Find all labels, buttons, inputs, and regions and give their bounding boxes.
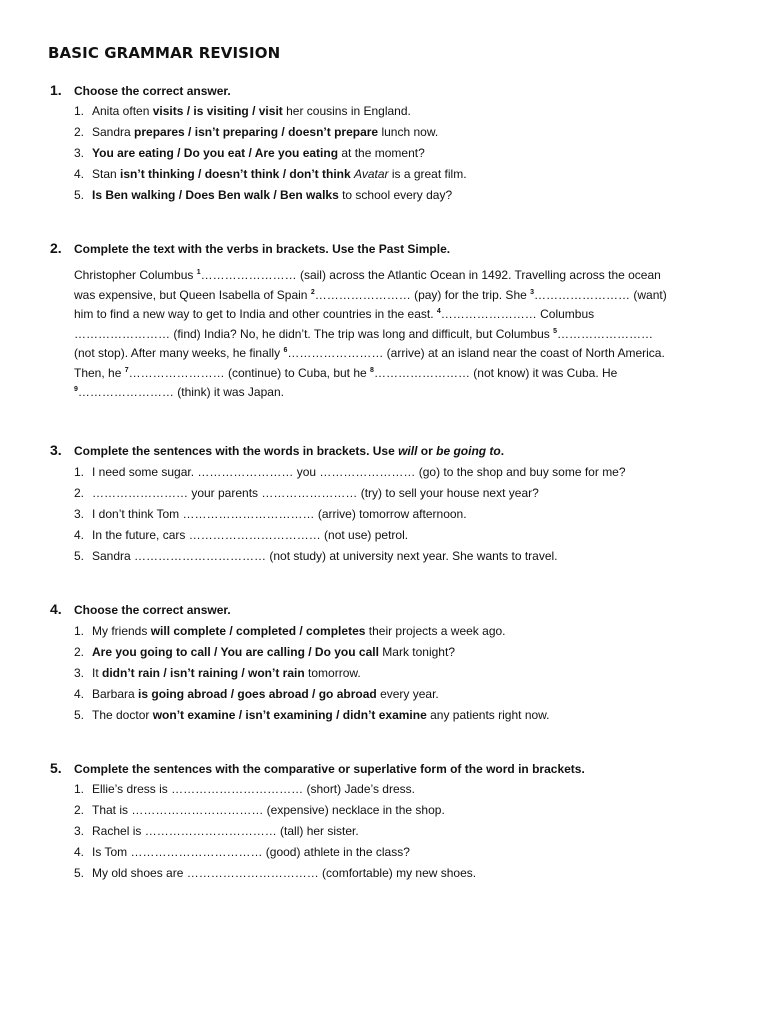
gap-number: 3 (530, 288, 535, 296)
answer-options: prepares / isn’t preparing / doesn’t prepare (134, 125, 379, 139)
answer-options: Is Ben walking / Does Ben walk / Ben walks (92, 188, 339, 202)
section-number: 4. (50, 601, 62, 617)
paragraph-line (74, 325, 714, 345)
paragraph-line (74, 305, 714, 325)
text-fragment: …………………… (arrive) at an island near the coast of North America. (287, 346, 665, 360)
exercise-item (74, 779, 476, 800)
text-fragment: Stan (92, 167, 121, 181)
paragraph-line (74, 286, 714, 306)
item-number: 5. (74, 866, 85, 880)
answer-options: will complete / completed / completes (150, 624, 366, 638)
section-2-heading (50, 240, 450, 256)
text-fragment: Sandra …………………………… (not study) at university next year. She wants to travel. (92, 549, 558, 563)
section-5-heading (50, 760, 585, 776)
item-number: 5. (74, 549, 85, 563)
exercise-item (74, 122, 467, 143)
text-fragment: Barbara (92, 687, 139, 701)
paragraph-line (74, 266, 714, 286)
page-title: BASIC GRAMMAR REVISION (48, 44, 281, 62)
text-fragment: …………………… (think) it was Japan. (77, 385, 284, 399)
text-fragment: Ellie’s dress is …………………………… (short) Jade’s dress. (92, 782, 415, 796)
section-number: 3. (50, 442, 62, 458)
exercise-item (74, 705, 550, 726)
gap-number: 4 (436, 308, 441, 315)
exercise-item (74, 164, 467, 185)
answer-options: is going abroad / goes abroad / go abroad (138, 687, 377, 701)
emphasis-text: be going to (436, 444, 501, 458)
gap-number: 1 (196, 269, 201, 276)
exercise-item (74, 546, 626, 567)
text-fragment: Rachel is …………………………… (tall) her sister. (92, 824, 359, 838)
text-fragment: (not stop). After many weeks, he finally (74, 346, 284, 360)
text-fragment: tomorrow. (304, 666, 361, 680)
text-fragment: It (92, 666, 103, 680)
item-number: 4. (74, 845, 85, 859)
text-fragment: My old shoes are …………………………… (comfortable) my new shoes. (92, 866, 477, 880)
section-instruction: Complete the sentences with the comparative or superlative form of the word in brackets. (74, 762, 585, 776)
text-fragment: their projects a week ago. (365, 624, 506, 638)
answer-options: didn’t rain / isn’t raining / won’t rain (102, 666, 305, 680)
exercise-item (74, 101, 467, 122)
exercise-item (74, 821, 476, 842)
section-4-heading (50, 601, 231, 617)
text-fragment: …………………… (want) (534, 287, 667, 302)
item-number: 1. (74, 465, 85, 479)
text-fragment: …………………… your parents …………………… (try) to sell your house next year? (92, 486, 539, 500)
exercise-item (74, 863, 476, 884)
exercise-item (74, 621, 550, 642)
gap-number: 5 (553, 327, 558, 335)
section-instruction (74, 444, 504, 458)
text-fragment: Christopher Columbus (74, 268, 197, 282)
exercise-item (74, 504, 626, 525)
text-fragment: Sandra (92, 125, 135, 139)
text-fragment: him to find a new way to get to India and other countries in the east. (74, 307, 437, 321)
text-fragment: at the moment? (338, 146, 425, 160)
text-fragment: In the future, cars …………………………… (not use) petrol. (92, 528, 409, 542)
item-number: 5. (74, 188, 85, 202)
item-number: 3. (74, 824, 85, 838)
item-number: 2. (74, 803, 85, 817)
paragraph-line (74, 344, 714, 364)
exercise-item (74, 462, 626, 483)
gap-number: 9 (74, 386, 78, 393)
text-fragment: Is Tom …………………………… (good) athlete in the class? (92, 845, 410, 859)
exercise-item (74, 684, 550, 705)
exercise-item (74, 842, 476, 863)
text-fragment: …………………… (not know) it was Cuba. He (373, 365, 618, 380)
exercise-item (74, 642, 550, 663)
exercise-item (74, 800, 476, 821)
exercise-item (74, 185, 467, 206)
exercise-item (74, 525, 626, 546)
text-fragment: Then, he (74, 365, 125, 380)
section-1-heading (50, 82, 231, 98)
text-fragment: …………………… (continue) to Cuba, but he (128, 365, 371, 380)
text-fragment: That is …………………………… (expensive) necklace in the shop. (92, 803, 445, 817)
section-instruction: Choose the correct answer. (74, 603, 231, 617)
item-number: 5. (74, 708, 85, 722)
answer-options: isn’t thinking / doesn’t think / don’t think (120, 167, 351, 181)
section-number: 2. (50, 240, 62, 256)
emphasis-text: will (398, 444, 418, 458)
text-fragment: …………………… (557, 326, 654, 341)
answer-options: visits / is visiting / visit (152, 104, 283, 118)
gap-number: 6 (283, 347, 288, 354)
text-fragment: to school every day? (338, 188, 453, 202)
exercise-item (74, 143, 467, 164)
answer-options: You are eating / Do you eat / Are you eating (92, 146, 339, 160)
gap-number: 8 (370, 366, 374, 374)
section-instruction: Complete the text with the verbs in brackets. Use the Past Simple. (74, 242, 451, 256)
item-number: 2. (74, 486, 85, 500)
item-number: 2. (74, 125, 85, 139)
text-fragment: her cousins in England. (282, 104, 411, 118)
item-number: 3. (74, 146, 85, 160)
paragraph-line (74, 364, 714, 384)
text-fragment: was expensive, but Queen Isabella of Spain (74, 287, 311, 302)
gap-number: 7 (124, 366, 129, 374)
section-number: 1. (50, 82, 62, 98)
item-number: 1. (74, 104, 85, 118)
section-instruction: Choose the correct answer. (74, 84, 231, 98)
text-fragment: Anita often (92, 104, 153, 118)
text-fragment: The doctor (92, 708, 153, 722)
text-fragment: …………………… (sail) across the Atlantic Ocean in 1492. Travelling across the ocean (200, 268, 661, 282)
text-fragment: My friends (92, 624, 151, 638)
gap-number: 2 (310, 288, 315, 296)
text-fragment: …………………… (pay) for the trip. She (314, 287, 531, 302)
text-fragment: Complete the sentences with the words in brackets. Use (74, 444, 399, 458)
answer-options: Are you going to call / You are calling / Do you call (92, 645, 379, 659)
text-fragment: any patients right now. (426, 708, 550, 722)
text-fragment: . (500, 444, 505, 458)
item-number: 4. (74, 687, 85, 701)
item-number: 4. (74, 528, 85, 542)
text-fragment: or (417, 444, 437, 458)
item-number: 3. (74, 666, 85, 680)
text-fragment: I don’t think Tom …………………………… (arrive) tomorrow afternoon. (92, 507, 467, 521)
item-number: 4. (74, 167, 85, 181)
answer-options: won’t examine / isn’t examining / didn’t examine (152, 708, 427, 722)
item-number: 3. (74, 507, 85, 521)
emphasis-text: Avatar (354, 167, 389, 181)
item-number: 1. (74, 782, 85, 796)
section-number: 5. (50, 760, 62, 776)
text-fragment: every year. (376, 687, 439, 701)
paragraph-line (74, 383, 714, 403)
section-3-items (74, 462, 626, 567)
section-4-items (74, 621, 550, 726)
section-5-items (74, 779, 476, 884)
text-fragment: lunch now. (378, 125, 439, 139)
text-fragment: …………………… Columbus (440, 307, 595, 321)
section-3-heading (50, 442, 504, 458)
item-number: 1. (74, 624, 85, 638)
text-fragment: …………………… (find) India? No, he didn’t. The trip was long and difficult, but Columbus (74, 326, 554, 341)
text-fragment: is a great film. (388, 167, 467, 181)
text-fragment: Mark tonight? (378, 645, 455, 659)
section-2-paragraph (74, 266, 714, 403)
item-number: 2. (74, 645, 85, 659)
exercise-item (74, 663, 550, 684)
section-1-items (74, 101, 467, 206)
text-fragment: I need some sugar. …………………… you …………………… (go) to the shop and buy some for me? (92, 465, 626, 479)
exercise-item (74, 483, 626, 504)
